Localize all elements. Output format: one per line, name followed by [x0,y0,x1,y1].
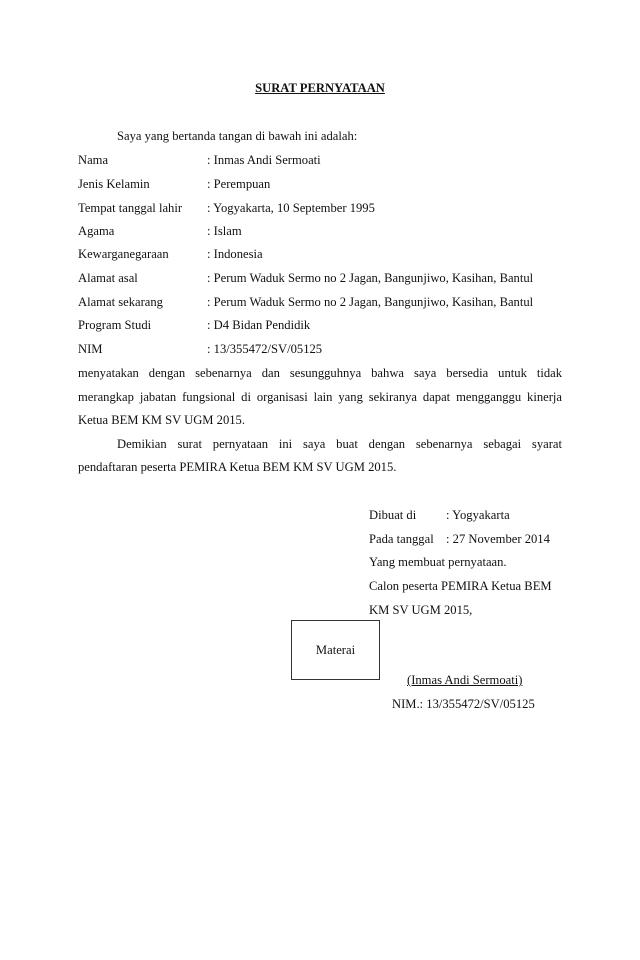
field-label-program-studi: Program Studi [78,318,152,332]
field-label-nama: Nama [78,153,109,167]
role-line: KM SV UGM 2015, [369,603,473,617]
field-value-ttl: : Yogyakarta, 10 September 1995 [207,201,375,215]
role-line: Calon peserta PEMIRA Ketua BEM [369,579,552,593]
statement-line: Ketua BEM KM SV UGM 2015. [78,413,245,427]
closing-line: pendaftaran peserta PEMIRA Ketua BEM KM SV UGM 2015. [78,460,397,474]
field-value-agama: : Islam [207,224,242,238]
field-label-ttl: Tempat tanggal lahir [78,201,183,215]
signer-name: (Inmas Andi Sermoati) [407,673,523,687]
field-value-alamat-sekarang: : Perum Waduk Sermo no 2 Jagan, Bangunjiwo, Kasihan, Bantul [207,295,534,309]
field-value-nim: : 13/355472/SV/05125 [207,342,323,356]
field-label-agama: Agama [78,224,115,238]
materai-label: Materai [315,642,356,657]
materai-box [291,620,380,680]
closing-line: Demikian surat pernyataan ini saya buat dengan sebenarnya sebagai syarat [117,437,562,451]
statement-line: merangkap jabatan fungsional di organisasi lain yang sekiranya dapat mengganggu kinerja [78,390,562,404]
field-value-program-studi: : D4 Bidan Pendidik [207,318,311,332]
made-at-value: : Yogyakarta [446,508,510,522]
date-value: : 27 November 2014 [446,532,550,546]
maker-text: Yang membuat pernyataan. [369,555,507,569]
field-value-alamat-asal: : Perum Waduk Sermo no 2 Jagan, Bangunjiwo, Kasihan, Bantul [207,271,534,285]
date-label: Pada tanggal [369,532,434,546]
field-label-jenis-kelamin: Jenis Kelamin [78,177,150,191]
field-label-alamat-asal: Alamat asal [78,271,138,285]
field-label-nim: NIM [78,342,103,356]
signer-nim: NIM.: 13/355472/SV/05125 [392,697,535,711]
statement-line: menyatakan dengan sebenarnya dan sesungguhnya bahwa saya bersedia untuk tidak [78,366,562,380]
intro-text: Saya yang bertanda tangan di bawah ini adalah: [117,129,358,143]
made-at-label: Dibuat di [369,508,417,522]
field-value-nama: : Inmas Andi Sermoati [207,153,321,167]
field-label-alamat-sekarang: Alamat sekarang [78,295,163,309]
field-label-kewarganegaraan: Kewarganegaraan [78,247,169,261]
field-value-kewarganegaraan: : Indonesia [207,247,263,261]
document-title: SURAT PERNYATAAN [255,81,385,95]
field-value-jenis-kelamin: : Perempuan [207,177,271,191]
